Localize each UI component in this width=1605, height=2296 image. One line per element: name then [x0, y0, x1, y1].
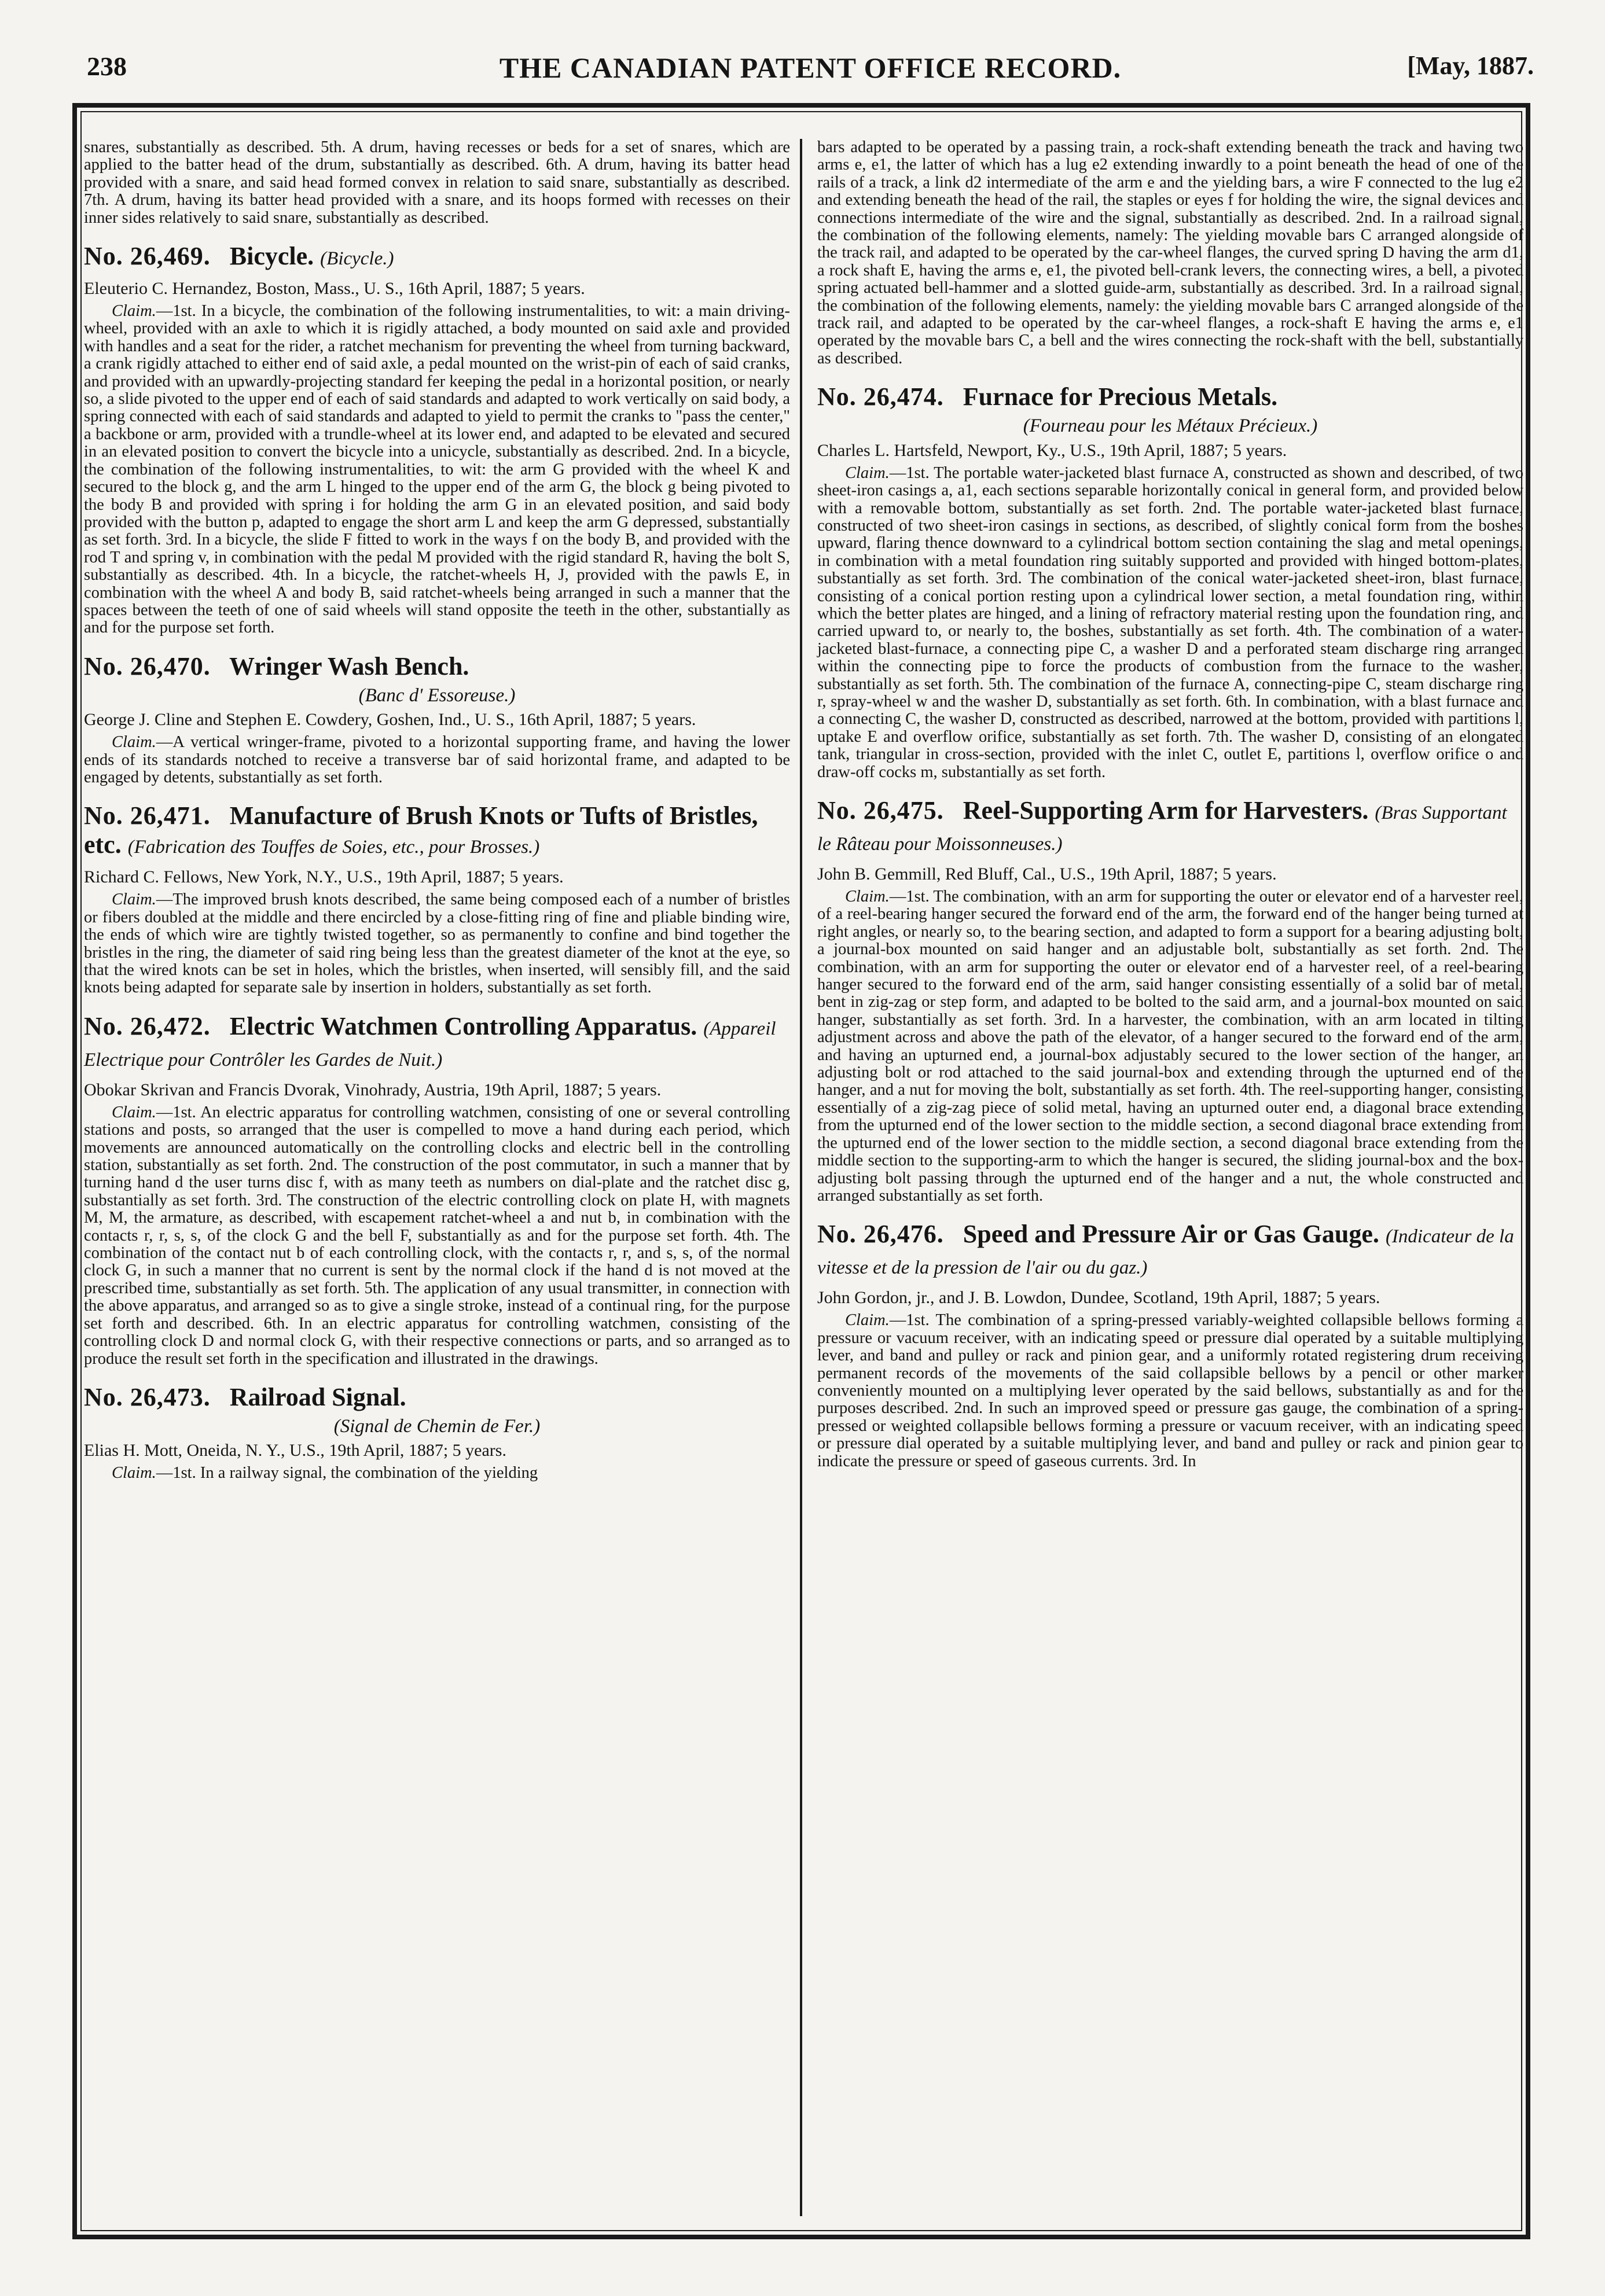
patent-entry	[84, 801, 790, 996]
inventor-line: John Gordon, jr., and J. B. Lowdon, Dundee, Scotland, 19th April, 1887; 5 years.	[817, 1288, 1380, 1308]
patent-title: Manufacture of Brush Knots or Tufts of Bristles, etc.	[84, 801, 758, 859]
patent-entry	[817, 1220, 1523, 1470]
french-title: (Appareil Electrique pour Contrôler les Gardes de Nuit.)	[84, 1018, 776, 1070]
french-title: (Bicycle.)	[320, 248, 394, 270]
claim-label: Claim.	[845, 463, 890, 482]
claim-text	[84, 303, 790, 637]
patent-number: No. 26,474.	[817, 382, 944, 411]
claim-body: —The improved brush knots described, the same being composed each of a number of bristles or fibers doubled at the middle and there encircled by a close-fitting ring of fine and pliable binding wire, the ends of which wire are tightly twisted together, so as permanently to confine and bind together the bristles in the ring, the diameter of said ring being less than the greatest diameter of the knot at the eye, so that the wired knots can be set in holes, which the bristles, when inserted, will sensibly fill, and the said knots being adapted for separate sale by insertion in holders, substantially as set forth.	[84, 891, 790, 997]
page-number: 238	[87, 51, 127, 81]
entry-heading	[817, 796, 1523, 859]
french-title: (Fabrication des Touffes de Soies, etc., pour Brosses.)	[127, 837, 540, 858]
publication-title: THE CANADIAN PATENT OFFICE RECORD.	[499, 51, 1122, 84]
patent-number: No. 26,471.	[84, 801, 211, 830]
left-column	[84, 139, 790, 1482]
patent-entry	[817, 796, 1523, 1205]
inventor-line: Charles L. Hartsfeld, Newport, Ky., U.S., 19th April, 1887; 5 years.	[817, 440, 1287, 460]
claim-text	[84, 1465, 790, 1482]
patent-number: No. 26,473.	[84, 1382, 211, 1411]
running-header	[87, 51, 1534, 86]
patent-title: Wringer Wash Bench.	[229, 652, 469, 680]
claim-body: —1st. The portable water-jacketed blast furnace A, constructed as shown and described, of two sheet-iron casings a, a1, each sections separable horizontally conical in general form, and provided below with a removable bottom, substantially as set forth. 2nd. The portable water-jacketed blast furnace, constructed of two sheet-iron casings in sections, as described, of slightly conical form from the boshes upward, flaring thence downward to a cylindrical bottom section containing the slag and metal openings, in combination with a metal foundation ring suitably supported and provided with hinged bottom-plates, substantially as set forth. 3rd. The combination of the conical water-jacketed sheet-iron, blast furnace, consisting of a conical portion resting upon a cylindrical lower section, a metal foundation ring, within which the better plates are hinged, and a lining of refractory material resting upon the foundation ring, and carried upward to, or nearly to, the boshes, substantially as set forth. 4th. The combination of a water-jacketed blast-furnace, a connecting pipe C, a washer D and a perforated steam discharge ring arranged within the connecting pipe to force the products of combustion from the furnace to the washer, substantially as set forth. 5th. The combination of the furnace A, connecting-pipe C, steam discharge ring r, spray-wheel w and the washer D, substantially as set forth. 6th. In combination, with a blast furnace and a connecting C, the washer D, constructed as described, narrowed at the bottom, provided with partitions l, uptake E and overflow orifice, substantially as set forth. 7th. The washer D, consisting of an elongated tank, triangular in cross-section, provided with the inlet C, outlet E, partitions l, overflow orifice o and draw-off cocks m, substantially as set forth.	[817, 463, 1523, 781]
patent-number: No. 26,475.	[817, 796, 944, 825]
entry-heading	[84, 1012, 790, 1075]
inventor-line: John B. Gemmill, Red Bluff, Cal., U.S., 19th April, 1887; 5 years.	[817, 864, 1277, 884]
claim-body: —1st. In a railway signal, the combination of the yielding	[156, 1464, 538, 1482]
patent-entry	[84, 1383, 790, 1482]
french-title: (Banc d' Essoreuse.)	[358, 685, 516, 706]
patent-entry	[84, 1012, 790, 1368]
inventor-line: Richard C. Fellows, New York, N.Y., U.S., 19th April, 1887; 5 years.	[84, 867, 564, 887]
patent-number: No. 26,470.	[84, 652, 211, 680]
claim-text	[84, 734, 790, 786]
column-divider	[800, 139, 802, 2216]
inventor-line: Obokar Skrivan and Francis Dvorak, Vinohrady, Austria, 19th April, 1887; 5 years.	[84, 1080, 662, 1099]
patent-title: Reel-Supporting Arm for Harvesters.	[963, 796, 1369, 825]
entry-heading	[84, 242, 790, 273]
claim-label: Claim.	[112, 733, 156, 752]
continued-claim-text: bars adapted to be operated by a passing train, a rock-shaft extending beneath the track and having two arms e, e1, the latter of which has a lug e2 extending inwardly to a point beneath the head of one of the rails of a track, a link d2 intermediate of the arm e and the yielding bars, a wire F connected to the lug e2 and extending beneath the head of the rail, the staples or eyes f for holding the wire, the signal devices and connections intermediate of the wire and the signal, substantially as described. 2nd. In a railroad signal, the combination of the following elements, namely: The yielding movable bars C arranged alongside of the track rail, and adapted to be operated by the car-wheel flanges, the curved spring D having the arm d1, a rock shaft E, having the arms e, e1, the pivoted bell-crank levers, the connecting wires, a bell, a pivoted spring actuated bell-hammer and a slotted guide-arm, substantially as described. 3rd. In a railroad signal, the combination of the following elements, namely: the yielding movable bars C arranged alongside of the track rail, and adapted to be operated by the car-wheel flanges, a rock-shaft E having the arms e, e1 operated by the movable bars C, a bell and the wires connecting the rock-shaft with the bell, substantially as described.	[817, 138, 1523, 367]
inventor-line: George J. Cline and Stephen E. Cowdery, Goshen, Ind., U. S., 16th April, 1887; 5 years.	[84, 710, 696, 730]
claim-text	[817, 465, 1523, 781]
inventor-line: Eleuterio C. Hernandez, Boston, Mass., U. S., 16th April, 1887; 5 years.	[84, 279, 585, 299]
claim-body: —1st. The combination, with an arm for supporting the outer or elevator end of a harvester reel, of a reel-bearing hanger secured the forward end of the arm, the forward end of the hanger being turned at right angles, or nearly so, to the bearing section, and adapted to form a support for a bearing adjusting bolt, a journal-box mounted on said hanger and an adjustable bolt, substantially as set forth. 2nd. The combination, with an arm for supporting the outer or elevator end of a harvester reel, of a reel-bearing hanger secured to the forward end of the arm, said hanger consisting essentially of a solid bar of metal, bent in zig-zag or step form, and adapted to be bolted to the said arm, and a journal-box mounted on said hanger, substantially as set forth. 3rd. In a harvester, the combination, with an arm located in tilting adjustment across and above the path of the elevator, of a hanger secured to the forward end of the arm, and having an upturned end, a journal-box adjustably secured to the lower section of the hanger, an adjusting bolt or rod attached to the said journal-box and extending through the upturned end of the hanger, and a nut for moving the bolt, substantially as set forth. 4th. The reel-supporting hanger, consisting essentially of a zig-zag piece of solid metal, having an upturned outer end, a diagonal brace extending from the upturned end of the lower section to the middle section, a second diagonal brace extending from the upturned end of the lower section to the middle section, a second diagonal brace extending from the middle section to the supporting-arm to which the hanger is secured, the sliding journal-box and the box-adjusting bolt passing through the upturned end of the hanger and a nut, the whole constructed and arranged substantially as set forth.	[817, 888, 1523, 1205]
patent-entry	[84, 652, 790, 787]
claim-body: —1st. In a bicycle, the combination of the following instrumentalities, to wit: a main driving-wheel, provided with an axle to which it is rigidly attached, a body mounted on said axle and provided with handles and a seat for the rider, a ratchet mechanism for preventing the wheel from turning backward, a crank rigidly attached to either end of said axle, a pedal mounted on the wrist-pin of each of said cranks, and provided with an upwardly-projecting standard fer keeping the pedal in a horizontal position, or nearly so, a slide pivoted to the upper end of each of said standards and adapted to work vertically on said body, a spring connected with each of said standards and adapted to yield to permit the cranks to "pass the center," a backbone or arm, provided with a trundle-wheel at its lower end, and adapted to be elevated and secured in an elevated position to convert the bicycle into a unicycle, substantially as described. 2nd. In a bicycle, the combination of the following instrumentalities, to wit: the arm G provided with the wheel K and secured to the block g, and the arm L hinged to the upper end of the arm G, the block g being pivoted to the body B and provided with spring i for holding the arm G in an elevated position, and said body provided with the button p, adapted to engage the short arm L and keep the arm G depressed, substantially as set forth. 3rd. In a bicycle, the slide F fitted to work in the ways f on the body B, and provided with the rod T and spring v, in combination with the pedal M provided with the rigid standard R, having the bolt S, substantially as described. 4th. In a bicycle, the ratchet-wheels H, J, provided with the pawls E, in combination with the wheel A and body B, said ratchet-wheels being arranged in such a manner that the spaces between the teeth of one of said wheels will stand opposite the teeth in the other, substantially as and for the purpose set forth.	[84, 302, 790, 637]
patent-number: No. 26,472.	[84, 1011, 211, 1040]
claim-label: Claim.	[845, 1311, 890, 1330]
patent-title: Railroad Signal.	[229, 1382, 406, 1411]
french-title: (Indicateur de la vitesse et de la pression de l'air ou du gaz.)	[817, 1226, 1514, 1279]
claim-label: Claim.	[845, 888, 890, 906]
entry-heading	[84, 801, 790, 862]
patent-entry	[84, 242, 790, 637]
patent-title: Bicycle.	[229, 242, 314, 271]
claim-text	[84, 1104, 790, 1368]
patent-entry	[817, 382, 1523, 781]
claim-text	[817, 1312, 1523, 1470]
claim-body: —1st. The combination of a spring-pressed variably-weighted collapsible bellows forming a pressure or vacuum receiver, with an indicating speed or pressure dial operated by a suitable multiplying lever, and band and pulley or rack and pinion gear, and a uniformly rotated registering drum receiving permanent records of the movements of the said collapsible bellows by a pencil or other marker conveniently mounted on a multiplying lever operated by the said bellows, substantially as and for the purposes described. 2nd. In such an improved speed or pressure gas gauge, the combination of a spring-pressed or weighted collapsible bellows forming a pressure or vacuum receiver, with an indicating speed or pressure dial operated by a suitable multiplying lever, and band and pulley or rack and pinion gear to indicate the pressure or speed of gaseous currents. 3rd. In	[817, 1311, 1523, 1470]
french-title: (Fourneau pour les Métaux Précieux.)	[1023, 415, 1318, 437]
inventor-line: Elias H. Mott, Oneida, N. Y., U.S., 19th April, 1887; 5 years.	[84, 1441, 506, 1460]
claim-body: —A vertical wringer-frame, pivoted to a horizontal supporting frame, and having the lower ends of its standards notched to receive a transverse bar of said horizontal frame, and adapted to be engaged by detents, substantially as set forth.	[84, 733, 790, 786]
right-column	[817, 139, 1523, 1470]
patent-title: Furnace for Precious Metals.	[963, 382, 1278, 411]
claim-label: Claim.	[112, 891, 156, 909]
patent-title: Speed and Pressure Air or Gas Gauge.	[963, 1220, 1379, 1249]
entry-heading	[817, 382, 1523, 411]
french-title: (Bras Supportant le Râteau pour Moissonneuses.)	[817, 803, 1507, 855]
entry-heading	[84, 652, 790, 681]
issue-date: [May, 1887.	[1407, 51, 1534, 80]
claim-label: Claim.	[112, 302, 156, 321]
patent-number: No. 26,469.	[84, 242, 211, 271]
continued-claim-text: snares, substantially as described. 5th. A drum, having recesses or beds for a set of snares, which are applied to the batter head of the drum, substantially as described. 6th. A drum, having its batter head provided with a snare, and said head formed convex in relation to said snare, substantially as described. 7th. A drum, having its batter head provided with a snare, and its hoops formed with recesses on their inner sides relatively to said snare, substantially as described.	[84, 138, 790, 227]
claim-text	[84, 891, 790, 996]
french-title: (Signal de Chemin de Fer.)	[333, 1415, 541, 1437]
claim-text	[817, 888, 1523, 1205]
entry-heading	[84, 1383, 790, 1412]
entry-heading	[817, 1220, 1523, 1282]
claim-label: Claim.	[112, 1464, 156, 1482]
patent-number: No. 26,476.	[817, 1220, 944, 1249]
patent-title: Electric Watchmen Controlling Apparatus.	[229, 1011, 697, 1040]
claim-label: Claim.	[112, 1103, 156, 1121]
claim-body: —1st. An electric apparatus for controlling watchmen, consisting of one or several controlling stations and posts, so arranged that the user is compelled to move a hand during each period, which movements are announced automatically on the controlling clocks and electric bell in the controlling station, substantially as set forth. 2nd. The construction of the post commutator, in such a manner that by turning hand d the user turns disc f, with as many teeth as numbers on dial-plate and the ratchet disc g, substantially as set forth. 3rd. The construction of the electric controlling clock on plate H, with magnets M, M, the armature, as described, with escapement ratchet-wheel a and nut b, in combination with the contacts r, r, s, s, of the clock G and the bell F, substantially as and for the purpose set forth. 4th. The combination of the contact nut b of each controlling clock, with the contacts r, r, and s, s, of the normal clock G, in such a manner that no current is sent by the normal clock if the hand d is not moved at the prescribed time, substantially as set forth. 5th. The application of any usual transmitter, in connection with the above apparatus, and arranged so as to give a single stroke, instead of a continual ring, for the purpose set forth and described. 6th. In an electric apparatus for controlling watchmen, consisting of the controlling clock D and normal clock G, with their respective connections or parts, and so arranged as to produce the result set forth in the specification and illustrated in the drawings.	[84, 1103, 790, 1368]
